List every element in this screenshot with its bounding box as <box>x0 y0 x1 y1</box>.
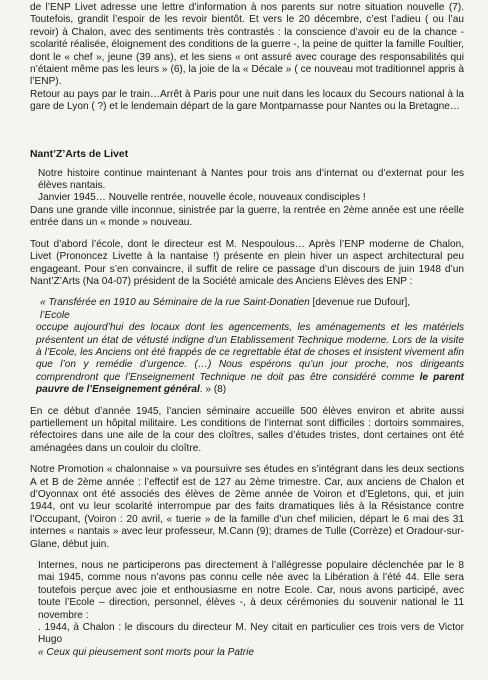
quote-intro <box>36 297 464 322</box>
quote-body <box>36 322 464 396</box>
section-paragraph-9 <box>30 647 464 659</box>
section-paragraph-8: . 1944, à Chalon : le discours du directeur M. Ney citait en particulier ces trois vers de Victor Hugo <box>38 622 464 646</box>
section-paragraph-3: Dans une grande ville inconnue, sinistrée par la guerre, la rentrée en 2ème année est une réelle entrée dans un « monde » nouveau. <box>30 204 464 229</box>
intro-paragraph-2: Retour au pays par le train…Arrêt à Paris pour une nuit dans les locaux du Secours national à la gare de Lyon ( ?) et le lendemain départ de la gare Montparnasse pour Nantes ou la Bretagne… <box>30 88 464 113</box>
section-paragraph-2: Janvier 1945… Nouvelle rentrée, nouvelle école, nouveaux condisciples ! <box>38 192 366 204</box>
section-paragraph-7: Internes, nous ne participerons pas directement à l’allégresse populaire déclenchée par le 8 mai 1945, comme nous n’avons pas connu celle née avec la Libération à l’été 44. Elle sera toutefois perçue avec joie et enthousiasme en notre Ecole. Car, nous avons participé, avec toute l’Ecole – direction, personnel, élèves -, à deux cérémonies du souvenir national le 11 novembre : <box>38 560 464 621</box>
section-paragraph-1: Notre histoire continue maintenant à Nantes pour trois ans d’internat ou d’externat pour les élèves nantais. <box>38 167 464 192</box>
section-title: Nant’Z’Arts de Livet <box>30 148 129 160</box>
quote-part-d: occupe aujourd’hui des locaux dont les agencements, les aménagements et les matériels présentent un état de vétusté indigne d’un Etablissement Technique moderne. Lors de la visite à l’Ecole, les Anciens ont été frappés de ce regrettable état de choses et insistent vivement afin que l’on y remédie d’urgence. (…) Nous espérons qu’un jour proche, nos dirigeants comprendront que l’Enseignement Technique ne doit pas être considéré comme <box>36 322 464 383</box>
intro-paragraph-1: de l’ENP Livet adresse une lettre d’information à nos parents sur notre situation nouvelle (7). Toutefois, grandit l’espoir de les revoir bientôt. Et vers le 20 décembre, c’est l’adieu ( ou l’au revoir) à Chalon, avec des sentiments très contrastés : la conscience d’avoir eu de la chance - scolarité réalisée, éloignement des conditions de la guerre -, la peine de quitter la famille Foultier, dont le « chef », jeune (39 ans), et les siens « ont assuré avec courage des responsabilités qui n’étaient même pas les leurs » (6), la joie de la « Décale » ( ce nouveau mot traditionnel appris à l’ENP). <box>30 2 464 88</box>
section-paragraph-4: Tout d’abord l’école, dont le directeur est M. Nespoulous… Après l’ENP moderne de Chalon, Livet (Prononcez Livette à la nantaise !) présente en plein hiver un aspect architectural peu engageant. Pour s’en convaincre, il suffit de relire ce passage d’un discours de juin 1948 d’un Nant’Z’Arts (Na 04-07) président de la Société amicale des Anciens Elèves des ENP : <box>30 238 464 287</box>
quote-part-b: [devenue rue Dufour], <box>309 297 411 309</box>
section-paragraph-6: Notre Promotion « chalonnaise » va poursuivre ses études en s’intégrant dans les deux sections A et B de 2ème année : l’effectif est de 127 au 2ème trimestre. Car, aux anciens de Chalon et d’Oyonnax ont été associés des élèves de 2ème année de Voiron et d’Egletons, qui, et juin 1944, ont vu leur scolarité interrompue par des faits dramatiques liés à la Résistance contre l’Occupant, (Voiron : 20 avril, « tuerie » de la famille d’un chef milicien, départ le 6 mai des 31 internes « nantais » avec leur professeur, M.Cann (9); drames de Tulle (Corrèze) et Oradour-sur-Glane, début juin. <box>30 464 464 550</box>
quote-block <box>30 297 464 396</box>
section-paragraph-5: En ce début d’année 1945, l’ancien séminaire accueille 500 élèves environ et abrite aussi partiellement un hôpital militaire. Les conditions de l’internat sont difficiles : dortoirs sommaires, réfectoires dans une aile de la cour des cloîtres, salles d’études tristes, dont certaines ont été aménagées dans un couloir du cloître. <box>30 405 464 454</box>
quote-part-a: « Transférée en 1910 au Séminaire de la rue Saint-Donatien <box>40 297 310 309</box>
quote-bold: le parent pauvre de l’Enseignement général <box>36 371 464 396</box>
poem-line: « Ceux qui pieusement sont morts pour la Patrie <box>38 646 255 658</box>
quote-part-c: l’Ecole <box>40 309 70 321</box>
quote-end: . » (8) <box>199 384 227 396</box>
